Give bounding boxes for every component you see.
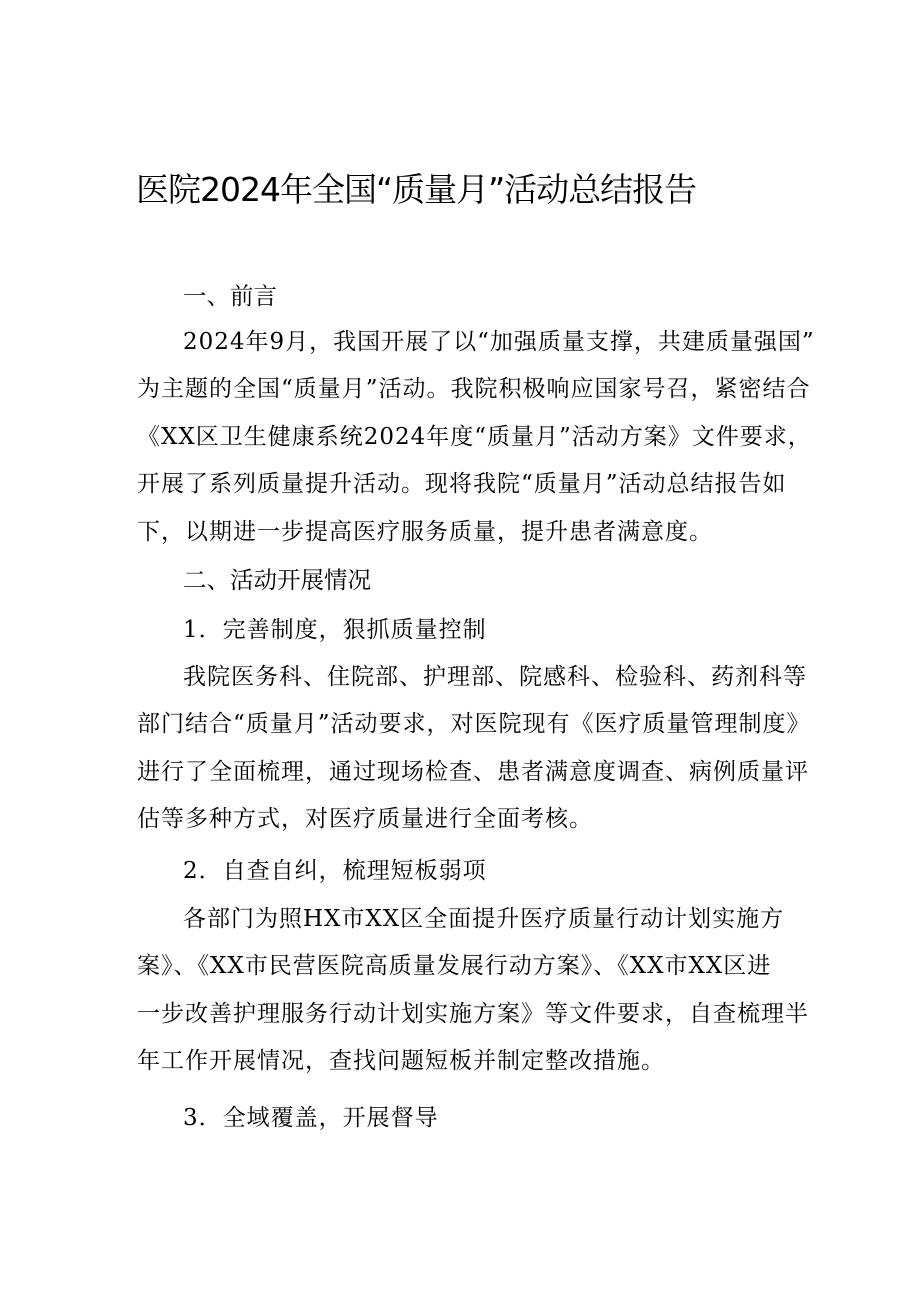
subsection-line: 进行了全面梳理，通过现场检查、患者满意度调查、病例质量评 — [137, 759, 809, 785]
subsection-title: 2．自查自纠，梳理短板弱项 — [183, 858, 487, 884]
subsection-line: 我院医务科、住院部、护理部、院感科、检验科、药剂科等 — [183, 664, 807, 690]
subsection-line: 案》、《XX市民营医院高质量发展行动方案》、《XX市XX区进 — [137, 953, 772, 979]
subsection-line: 各部门为照HX市XX区全面提升医疗质量行动计划实施方 — [183, 906, 785, 932]
subsection-line: 部门结合“质量月”活动要求，对医院现有《医疗质量管理制度》 — [137, 711, 811, 737]
subsection-line: 估等多种方式，对医疗质量进行全面考核。 — [137, 806, 593, 832]
preface-line: 《XX区卫生健康系统2024年度“质量月”活动方案》文件要求， — [137, 424, 812, 450]
document-title: 医院2024年全国“质量月”活动总结报告 — [136, 170, 697, 209]
preface-line: 为主题的全国“质量月”活动。我院积极响应国家号召，紧密结合 — [137, 376, 811, 402]
subsection-line: 年工作开展情况，查找问题短板并制定整改措施。 — [137, 1048, 665, 1074]
section-heading-preface: 一、前言 — [183, 282, 277, 310]
preface-line: 下，以期进一步提高医疗服务质量，提升患者满意度。 — [137, 519, 713, 545]
subsection-title: 3．全域覆盖，开展督导 — [183, 1105, 439, 1131]
preface-line: 开展了系列质量提升活动。现将我院“质量月”活动总结报告如 — [137, 471, 787, 497]
subsection-title: 1．完善制度，狠抓质量控制 — [183, 617, 487, 643]
subsection-line: 一步改善护理服务行动计划实施方案》等文件要求，自查梳理半 — [137, 1001, 809, 1027]
preface-line: 2024年9月，我国开展了以“加强质量支撑，共建质量强国” — [183, 329, 815, 355]
section-heading-activities: 二、活动开展情况 — [183, 566, 371, 594]
